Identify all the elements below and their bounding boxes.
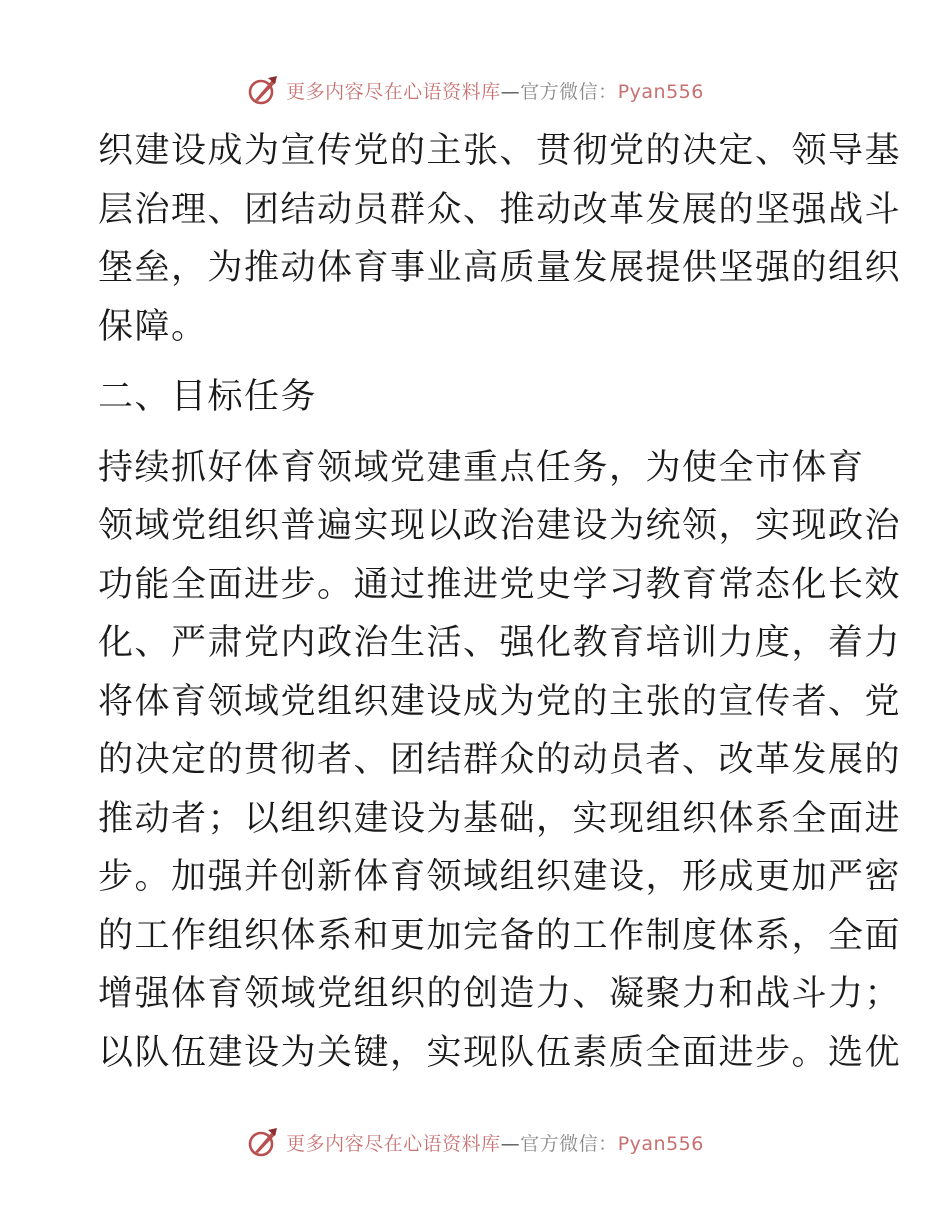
watermark-account: Pyan556	[617, 1132, 704, 1155]
text-line: 步。加强并创新体育领域组织建设，形成更加严密	[98, 857, 902, 897]
paragraph-1	[98, 122, 902, 356]
watermark-text	[286, 77, 704, 104]
text-line: 领域党组织普遍实现以政治建设为统领，实现政治	[98, 506, 902, 546]
footer-watermark	[0, 1122, 950, 1162]
paragraph-2	[98, 439, 902, 1083]
text-line: 推动者；以组织建设为基础，实现组织体系全面进	[98, 798, 902, 839]
quill-circle-icon	[246, 1125, 280, 1159]
section-heading: 二、目标任务	[98, 377, 318, 417]
watermark-separator: —	[500, 80, 521, 103]
text-line: 层治理、团结动员群众、推动改革发展的坚强战斗	[98, 189, 902, 230]
text-line: 的工作组织体系和更加完备的工作制度体系，全面	[98, 915, 902, 956]
text-line: 将体育领域党组织建设成为党的主张的宣传者、党	[98, 681, 902, 722]
watermark-sub: 官方微信：	[520, 80, 618, 103]
text-line: 增强体育领域党组织的创造力、凝聚力和战斗力；	[98, 974, 902, 1014]
watermark-main: 更多内容尽在心语资料库	[286, 80, 501, 103]
document-body	[98, 122, 902, 1082]
text-line: 保障。	[98, 306, 208, 347]
text-line: 的决定的贯彻者、团结群众的动员者、改革发展的	[98, 740, 902, 780]
watermark-main: 更多内容尽在心语资料库	[286, 1132, 501, 1155]
text-line: 织建设成为宣传党的主张、贯彻党的决定、领导基	[98, 131, 902, 171]
text-line: 堡垒，为推动体育事业高质量发展提供坚强的组织	[98, 248, 902, 288]
text-line: 以队伍建设为关键，实现队伍素质全面进步。选优	[98, 1032, 902, 1073]
quill-circle-icon	[246, 73, 280, 107]
text-line: 功能全面进步。通过推进党史学习教育常态化长效	[98, 564, 902, 605]
watermark-account: Pyan556	[617, 80, 704, 103]
watermark-separator: —	[500, 1132, 521, 1155]
text-line: 化、严肃党内政治生活、强化教育培训力度，着力	[98, 623, 902, 663]
watermark-sub: 官方微信：	[520, 1132, 618, 1155]
watermark-text	[286, 1129, 704, 1156]
header-watermark	[0, 70, 950, 110]
text-line: 持续抓好体育领域党建重点任务，为使全市体育	[98, 447, 865, 488]
